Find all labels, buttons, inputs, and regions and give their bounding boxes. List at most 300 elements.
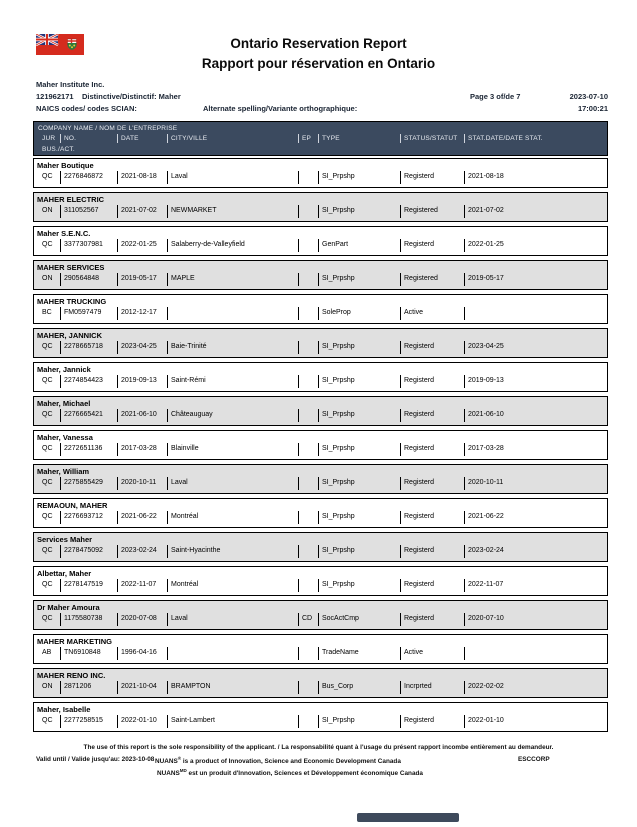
cell-jur: QC <box>42 581 53 588</box>
column-divider <box>464 134 465 143</box>
table-row <box>33 362 608 392</box>
cell-number: 2278475092 <box>64 547 103 554</box>
cell-date: 2012-12-17 <box>121 309 157 316</box>
cell-divider <box>318 307 319 320</box>
cell-divider <box>400 477 401 490</box>
cell-date: 2020-07-08 <box>121 615 157 622</box>
cell-type: SI_Prpshp <box>322 547 355 554</box>
cell-divider <box>117 341 118 354</box>
cell-divider <box>400 681 401 694</box>
column-divider <box>60 134 61 143</box>
cell-divider <box>464 647 465 660</box>
cell-divider <box>117 681 118 694</box>
cell-divider <box>117 239 118 252</box>
nuans-brand-fr: NUANS <box>157 770 180 778</box>
table-row <box>33 158 608 188</box>
company-name: MAHER ELECTRIC <box>37 195 105 204</box>
cell-type: SI_Prpshp <box>322 275 355 282</box>
cell-divider <box>167 681 168 694</box>
cell-statdate: 2021-06-10 <box>468 411 504 418</box>
cell-divider <box>464 205 465 218</box>
cell-jur: ON <box>42 207 53 214</box>
company-name: Maher, Isabelle <box>37 705 91 714</box>
table-row <box>33 396 608 426</box>
company-name: Maher, Vanessa <box>37 433 93 442</box>
cell-divider <box>167 341 168 354</box>
cell-divider <box>60 307 61 320</box>
column-divider <box>117 134 118 143</box>
cell-type: SocActCmp <box>322 615 359 622</box>
reservation-table <box>33 121 608 736</box>
cell-divider <box>400 375 401 388</box>
cell-jur: QC <box>42 411 53 418</box>
cell-divider <box>464 273 465 286</box>
table-row <box>33 532 608 562</box>
cell-statdate: 2023-02-24 <box>468 547 504 554</box>
cell-status: Registerd <box>404 241 434 248</box>
cell-type: SI_Prpshp <box>322 479 355 486</box>
cell-status: Registerd <box>404 717 434 724</box>
cell-date: 2021-10-04 <box>121 683 157 690</box>
table-row <box>33 464 608 494</box>
cell-divider <box>298 511 299 524</box>
cell-divider <box>60 341 61 354</box>
cell-number: 2276693712 <box>64 513 103 520</box>
cell-statdate: 2020-10-11 <box>468 479 504 486</box>
cell-divider <box>117 613 118 626</box>
cell-number: FM0597479 <box>64 309 102 316</box>
cell-statdate: 2021-08-18 <box>468 173 504 180</box>
cell-divider <box>318 579 319 592</box>
cell-statdate: 2022-01-25 <box>468 241 504 248</box>
cell-number: 2276846872 <box>64 173 103 180</box>
cell-statdate: 2019-05-17 <box>468 275 504 282</box>
cell-divider <box>60 477 61 490</box>
company-name: REMAOUN, MAHER <box>37 501 108 510</box>
cell-divider <box>167 409 168 422</box>
cell-city: MAPLE <box>171 275 195 282</box>
cell-type: SI_Prpshp <box>322 377 355 384</box>
report-time: 17:00:21 <box>577 104 608 113</box>
company-name: Maher, Michael <box>37 399 91 408</box>
cell-divider <box>117 511 118 524</box>
cell-divider <box>318 443 319 456</box>
cell-status: Registered <box>404 275 438 282</box>
cell-divider <box>318 511 319 524</box>
table-row <box>33 634 608 664</box>
cell-status: Registerd <box>404 377 434 384</box>
cell-city: Blainville <box>171 445 199 452</box>
cell-jur: ON <box>42 683 53 690</box>
cell-date: 2022-01-25 <box>121 241 157 248</box>
cell-divider <box>400 545 401 558</box>
company-name: Maher S.E.N.C. <box>37 229 91 238</box>
report-title-en: Ontario Reservation Report <box>230 36 407 51</box>
cell-jur: QC <box>42 717 53 724</box>
cell-status: Registerd <box>404 615 434 622</box>
cell-divider <box>60 205 61 218</box>
cell-number: 2272651136 <box>64 445 103 452</box>
cell-city: Montréal <box>171 513 199 520</box>
cell-divider <box>400 647 401 660</box>
esccorp-text: ESCCORP <box>518 756 550 763</box>
cell-divider <box>298 545 299 558</box>
column-divider <box>167 134 168 143</box>
cell-divider <box>117 171 118 184</box>
company-name: Maher, William <box>37 467 90 476</box>
cell-date: 2019-09-13 <box>121 377 157 384</box>
report-date: 2023-07-10 <box>569 92 608 101</box>
cell-city: Saint-Hyacinthe <box>171 547 221 554</box>
cell-divider <box>400 307 401 320</box>
cell-divider <box>464 715 465 728</box>
cell-number: 2276665421 <box>64 411 103 418</box>
cell-divider <box>464 307 465 320</box>
cell-jur: QC <box>42 479 53 486</box>
cell-divider <box>167 205 168 218</box>
nuans-product-fr <box>0 768 580 777</box>
cell-ep: CD <box>302 615 313 622</box>
table-row <box>33 430 608 460</box>
cell-divider <box>400 443 401 456</box>
alternate-spelling-label: Alternate spelling/Variante orthographique: <box>203 104 358 113</box>
cell-divider <box>298 375 299 388</box>
cell-divider <box>400 273 401 286</box>
cell-divider <box>464 409 465 422</box>
cell-status: Registerd <box>404 581 434 588</box>
report-title-fr: Rapport pour réservation en Ontario <box>201 56 436 71</box>
cell-divider <box>117 647 118 660</box>
column-header-jur: JUR <box>42 135 56 142</box>
cell-divider <box>298 715 299 728</box>
cell-city: Laval <box>171 173 188 180</box>
cell-statdate: 2022-01-10 <box>468 717 504 724</box>
cell-divider <box>318 239 319 252</box>
cell-status: Registerd <box>404 547 434 554</box>
page-indicator: Page 3 of/de 7 <box>470 92 521 101</box>
cell-number: 2277258515 <box>64 717 103 724</box>
cell-divider <box>298 477 299 490</box>
cell-status: Active <box>404 309 424 316</box>
cell-divider <box>117 579 118 592</box>
table-row <box>33 600 608 630</box>
cell-jur: QC <box>42 547 53 554</box>
cell-number: 1175580738 <box>64 615 103 622</box>
cell-status: Registerd <box>404 445 434 452</box>
cell-divider <box>318 681 319 694</box>
cell-divider <box>167 477 168 490</box>
column-header-type: TYPE <box>322 135 340 142</box>
cell-city: Montréal <box>171 581 199 588</box>
company-name: Albettar, Maher <box>37 569 92 578</box>
cell-divider <box>167 613 168 626</box>
cell-type: SoleProp <box>322 309 351 316</box>
column-header-ep: EP <box>302 135 312 142</box>
cell-divider <box>167 647 168 660</box>
cell-jur: QC <box>42 513 53 520</box>
cell-date: 2022-01-10 <box>121 717 157 724</box>
cell-status: Incrprted <box>404 683 432 690</box>
cell-divider <box>464 171 465 184</box>
cell-divider <box>318 273 319 286</box>
cell-divider <box>400 171 401 184</box>
reference-number: 121962171 <box>36 92 74 101</box>
cell-number: 2278665718 <box>64 343 103 350</box>
cell-date: 2022-11-07 <box>121 581 157 588</box>
cell-divider <box>318 171 319 184</box>
table-row <box>33 668 608 698</box>
cell-divider <box>60 409 61 422</box>
applicant-name: Maher Institute Inc. <box>36 80 105 89</box>
cell-divider <box>464 681 465 694</box>
cell-divider <box>60 273 61 286</box>
cell-divider <box>117 409 118 422</box>
cell-type: SI_Prpshp <box>322 173 355 180</box>
cell-divider <box>298 409 299 422</box>
cell-divider <box>60 579 61 592</box>
distinctive-label: Distinctive/Distinctif: Maher <box>82 92 181 101</box>
company-name: MAHER TRUCKING <box>37 297 107 306</box>
cell-divider <box>318 205 319 218</box>
column-divider <box>400 134 401 143</box>
cell-divider <box>464 375 465 388</box>
cell-number: 3377307981 <box>64 241 103 248</box>
table-row <box>33 260 608 290</box>
cell-divider <box>167 715 168 728</box>
cell-status: Active <box>404 649 424 656</box>
cell-divider <box>60 511 61 524</box>
cell-divider <box>464 477 465 490</box>
cell-divider <box>167 375 168 388</box>
cell-divider <box>60 647 61 660</box>
cell-divider <box>318 545 319 558</box>
cell-city: Salaberry-de-Valleyfield <box>171 241 245 248</box>
cell-divider <box>298 307 299 320</box>
cell-number: TN6910848 <box>64 649 101 656</box>
cell-divider <box>117 375 118 388</box>
cell-divider <box>464 341 465 354</box>
cell-divider <box>298 341 299 354</box>
cell-divider <box>117 443 118 456</box>
cell-divider <box>60 443 61 456</box>
cell-divider <box>400 205 401 218</box>
cell-divider <box>298 647 299 660</box>
company-name: MAHER MARKETING <box>37 637 112 646</box>
company-name: MAHER SERVICES <box>37 263 105 272</box>
cell-divider <box>400 341 401 354</box>
cell-divider <box>318 477 319 490</box>
cell-status: Registerd <box>404 173 434 180</box>
column-divider <box>298 134 299 143</box>
table-row <box>33 192 608 222</box>
cell-divider <box>464 443 465 456</box>
cell-statdate: 2022-02-02 <box>468 683 504 690</box>
cell-type: Bus_Corp <box>322 683 354 690</box>
cell-city: NEWMARKET <box>171 207 217 214</box>
cell-divider <box>117 545 118 558</box>
cell-number: 2278147519 <box>64 581 103 588</box>
cell-statdate: 2022-11-07 <box>468 581 504 588</box>
cell-type: GenPart <box>322 241 349 248</box>
company-name-header: COMPANY NAME / NOM DE L'ENTREPRISE <box>38 125 178 132</box>
table-header-band <box>33 121 608 156</box>
column-header-status: STATUS/STATUT <box>404 135 458 142</box>
company-name: MAHER RENO INC. <box>37 671 106 680</box>
cell-type: TradeName <box>322 649 359 656</box>
cell-divider <box>167 511 168 524</box>
cell-jur: QC <box>42 173 53 180</box>
nuans-product-en <box>155 756 401 765</box>
disclaimer-text: The use of this report is the sole responsibility of the applicant. / La responsabilité quant à l'usage du présent rapport incombe entièrement au demandeur. <box>83 744 554 751</box>
cell-jur: BC <box>42 309 52 316</box>
cell-jur: QC <box>42 615 53 622</box>
valid-until-text: Valid until / Valide jusqu'au: 2023-10-08 <box>36 756 155 763</box>
company-name: Maher Boutique <box>37 161 94 170</box>
cell-date: 2019-05-17 <box>121 275 157 282</box>
cell-divider <box>60 171 61 184</box>
cell-number: 311052567 <box>64 207 99 214</box>
cell-jur: AB <box>42 649 52 656</box>
cell-divider <box>298 171 299 184</box>
column-header-date: DATE <box>121 135 139 142</box>
cell-date: 2023-04-25 <box>121 343 157 350</box>
cell-number: 290564848 <box>64 275 100 282</box>
cell-city: Châteauguay <box>171 411 213 418</box>
table-row <box>33 702 608 732</box>
cell-divider <box>167 273 168 286</box>
nuans-product-fr-text: est un produit d'Innovation, Sciences et Développement économique Canada <box>186 770 423 778</box>
cell-city: Saint-Lambert <box>171 717 215 724</box>
cell-number: 2871206 <box>64 683 92 690</box>
cell-divider <box>464 579 465 592</box>
cell-divider <box>60 545 61 558</box>
cell-date: 2021-07-02 <box>121 207 157 214</box>
cell-divider <box>400 409 401 422</box>
cell-divider <box>117 205 118 218</box>
column-header-statdate: STAT.DATE/DATE STAT. <box>468 135 543 142</box>
naics-label: NAICS codes/ codes SCIAN: <box>36 104 137 113</box>
cell-divider <box>60 613 61 626</box>
table-row <box>33 566 608 596</box>
cell-statdate: 2020-07-10 <box>468 615 504 622</box>
cell-city: Laval <box>171 479 188 486</box>
cell-divider <box>117 715 118 728</box>
cell-divider <box>318 715 319 728</box>
registered-mark: ® <box>177 756 182 761</box>
cell-statdate: 2023-04-25 <box>468 343 504 350</box>
cell-divider <box>298 239 299 252</box>
cell-divider <box>298 443 299 456</box>
table-row <box>33 328 608 358</box>
cell-statdate: 2021-07-02 <box>468 207 504 214</box>
table-row <box>33 294 608 324</box>
cell-status: Registerd <box>404 411 434 418</box>
cell-type: SI_Prpshp <box>322 581 355 588</box>
cell-jur: QC <box>42 343 53 350</box>
cell-type: SI_Prpshp <box>322 513 355 520</box>
cell-divider <box>464 239 465 252</box>
cell-date: 2020-10-11 <box>121 479 157 486</box>
cell-divider <box>117 273 118 286</box>
cell-divider <box>400 715 401 728</box>
cell-statdate: 2021-06-22 <box>468 513 504 520</box>
cell-divider <box>464 613 465 626</box>
cell-divider <box>167 443 168 456</box>
cell-divider <box>464 545 465 558</box>
company-name: Maher, Jannick <box>37 365 91 374</box>
cell-divider <box>318 409 319 422</box>
cell-divider <box>318 613 319 626</box>
cell-divider <box>167 171 168 184</box>
cell-divider <box>318 341 319 354</box>
cell-divider <box>400 613 401 626</box>
cell-divider <box>400 239 401 252</box>
cell-divider <box>298 681 299 694</box>
cell-divider <box>117 477 118 490</box>
cell-status: Registerd <box>404 479 434 486</box>
company-name: Services Maher <box>37 535 93 544</box>
cell-type: SI_Prpshp <box>322 207 355 214</box>
cell-type: SI_Prpshp <box>322 343 355 350</box>
cell-divider <box>298 205 299 218</box>
nuans-product-en-text: is a product of Innovation, Science and Economic Development Canada <box>181 758 401 766</box>
nuans-brand-en: NUANS <box>155 758 178 766</box>
cell-statdate: 2019-09-13 <box>468 377 504 384</box>
cell-type: SI_Prpshp <box>322 717 355 724</box>
cell-divider <box>167 545 168 558</box>
cell-divider <box>60 375 61 388</box>
cell-statdate: 2017-03-28 <box>468 445 504 452</box>
cell-jur: QC <box>42 445 53 452</box>
cell-divider <box>60 239 61 252</box>
md-mark: MD <box>179 768 187 773</box>
bus-act-header: BUS./ACT. <box>42 146 75 153</box>
cell-date: 2023-02-24 <box>121 547 157 554</box>
bottom-bar <box>357 813 459 822</box>
cell-type: SI_Prpshp <box>322 411 355 418</box>
column-header-city: CITY/VILLE <box>171 135 208 142</box>
cell-jur: QC <box>42 377 53 384</box>
table-row <box>33 226 608 256</box>
cell-date: 2021-08-18 <box>121 173 157 180</box>
cell-date: 2021-06-22 <box>121 513 157 520</box>
cell-status: Registerd <box>404 513 434 520</box>
cell-type: SI_Prpshp <box>322 445 355 452</box>
cell-divider <box>60 715 61 728</box>
cell-status: Registerd <box>404 343 434 350</box>
cell-city: Baie-Trinité <box>171 343 207 350</box>
cell-date: 2017-03-28 <box>121 445 157 452</box>
cell-divider <box>298 273 299 286</box>
column-divider <box>318 134 319 143</box>
cell-divider <box>298 613 299 626</box>
cell-divider <box>400 579 401 592</box>
cell-divider <box>167 579 168 592</box>
table-rows <box>33 158 608 732</box>
cell-divider <box>167 307 168 320</box>
cell-jur: ON <box>42 275 53 282</box>
cell-divider <box>318 647 319 660</box>
company-name: MAHER, JANNICK <box>37 331 103 340</box>
cell-divider <box>318 375 319 388</box>
cell-number: 2274854423 <box>64 377 103 384</box>
cell-number: 2275855429 <box>64 479 103 486</box>
company-name: Dr Maher Amoura <box>37 603 100 612</box>
cell-divider <box>60 681 61 694</box>
cell-divider <box>400 511 401 524</box>
column-header-no: NO. <box>64 135 77 142</box>
cell-jur: QC <box>42 241 53 248</box>
